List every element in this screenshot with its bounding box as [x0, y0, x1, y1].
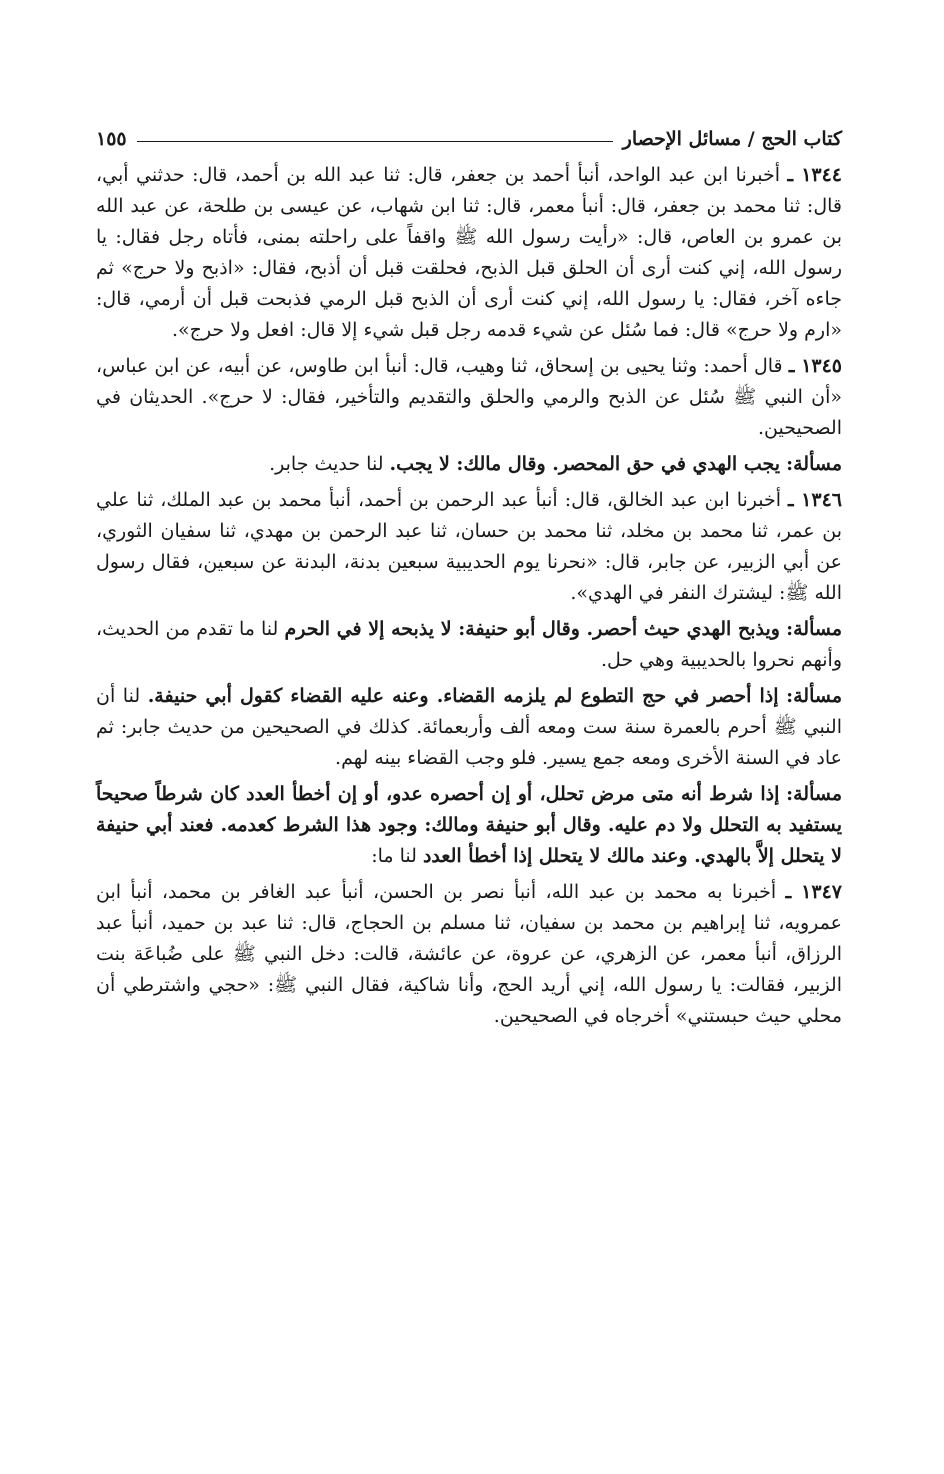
issue-lead: مسألة:: [786, 618, 842, 640]
hadith-1347: [96, 877, 842, 1032]
running-title: كتاب الحج / مسائل الإحصار: [622, 128, 842, 150]
issue-evidence: لنا حديث جابر.: [269, 453, 384, 475]
issue-evidence: لنا أن النبي ﷺ أحرم بالعمرة سنة ست ومعه ألف وأربعمائة. كذلك في الصحيحين من حديث جابر: ثم عاد في السنة الأخرى ومعه جمع يسير. فلو وجب القضاء بينه لهم.: [96, 685, 842, 769]
hadith-1346: [96, 485, 842, 609]
hadith-text: قال أحمد: وثنا يحيى بن إسحاق، ثنا وهيب، قال: أنبأ ابن طاوس، عن أبيه، عن ابن عباس، «أن النبي ﷺ سُئل عن الذبح والرمي والحلق والتقديم والتأخير، فقال: لا حرج». الحديثان في الصحيحين.: [96, 355, 842, 439]
issue-hady-obligation: [96, 449, 842, 480]
book-page: [96, 112, 842, 1037]
issue-evidence: لنا ما:: [371, 845, 417, 867]
hadith-text: أخبرنا به محمد بن عبد الله، أنبأ نصر بن الحسن، أنبأ عبد الغافر بن محمد، أنبأ ابن عمرويه، ثنا إبراهيم بن محمد بن سفيان، ثنا مسلم بن الحجاج، قال: ثنا عبد بن حميد، أنبأ عبد الرزاق، أنبأ معمر، عن الزهري، عن عروة، عن عائشة، قالت: دخل النبي ﷺ على ضُباعَة بنت الزبير، فقالت: يا رسول الله، إني أريد الحج، وأنا شاكية، فقال النبي ﷺ: «حجي واشترطي أن محلي حيث حبستني» أخرجاه في الصحيحين.: [96, 881, 843, 1027]
issue-condition-stipulation: [96, 779, 842, 872]
hadith-1344: [96, 160, 842, 346]
issue-statement: يجب الهدي في حق المحصر. وقال مالك: لا يجب.: [389, 453, 781, 475]
hadith-number: ١٣٤٤ ـ: [787, 164, 843, 186]
hadith-number: ١٣٤٧ ـ: [785, 881, 842, 903]
hadith-1345: [96, 351, 842, 444]
issue-lead: مسألة:: [786, 685, 842, 707]
issue-statement: إذا أحصر في حج التطوع لم يلزمه القضاء. وعنه عليه القضاء كقول أبي حنيفة.: [147, 685, 779, 707]
hadith-text: أخبرنا ابن عبد الخالق، قال: أنبأ عبد الرحمن بن أحمد، أنبأ محمد بن عبد الملك، ثنا علي بن عمر، ثنا محمد بن مخلد، ثنا محمد بن حسان، ثنا عبد الرحمن بن مهدي، ثنا سفيان الثوري، عن أبي الزبير، عن جابر، قال: «نحرنا يوم الحديبية سبعين بدنة، البدنة عن سبعين، فقال رسول الله ﷺ: ليشترك النفر في الهدي».: [96, 489, 842, 604]
issue-lead: مسألة:: [786, 453, 842, 475]
issue-statement: إذا شرط أنه متى مرض تحلل، أو إن أحصره عدو، أو إن أخطأ العدد كان شرطاً صحيحاً يستفيد به التحلل ولا دم عليه. وقال أبو حنيفة ومالك: وجود هذا الشرط كعدمه. فعند أبي حنيفة لا يتحلل إلاَّ بالهدي. وعند مالك لا يتحلل إذا أخطأ العدد: [96, 783, 842, 867]
running-header: [96, 112, 842, 150]
issue-evidence: لنا ما تقدم من الحديث، وأنهم نحروا بالحديبية وهي حل.: [96, 618, 842, 671]
issue-makeup-voluntary-hajj: [96, 681, 842, 774]
hadith-number: ١٣٤٦ ـ: [788, 489, 842, 511]
issue-lead: مسألة:: [786, 783, 842, 805]
page-number: ١٥٥: [96, 128, 127, 150]
hadith-text: أخبرنا ابن عبد الواحد، أنبأ أحمد بن جعفر، قال: ثنا عبد الله بن أحمد، قال: حدثني أبي، قال: ثنا محمد بن جعفر، قال: أنبأ معمر، قال: ثنا ابن شهاب، عن عيسى بن طلحة، عن عبد الله بن عمرو بن العاص، قال: «رأيت رسول الله ﷺ واقفاً على راحلته بمنى، فأتاه رجل فقال: يا رسول الله، إني كنت أرى أن الحلق قبل الذبح، فحلقت قبل أن أذبح، فقال: «اذبح ولا حرج» ثم جاءه آخر، فقال: يا رسول الله، إني كنت أرى أن الذبح قبل الرمي فذبحت قبل أن أرمي، قال: «ارم ولا حرج» قال: فما سُئل عن شيء قدمه رجل قبل شيء إلا قال: افعل ولا حرج».: [96, 164, 842, 341]
header-rule: [137, 141, 613, 142]
issue-statement: ويذبح الهدي حيث أحصر. وقال أبو حنيفة: لا يذبحه إلا في الحرم: [284, 618, 780, 640]
hadith-number: ١٣٤٥ ـ: [788, 355, 843, 377]
issue-slaughter-place: [96, 614, 842, 676]
